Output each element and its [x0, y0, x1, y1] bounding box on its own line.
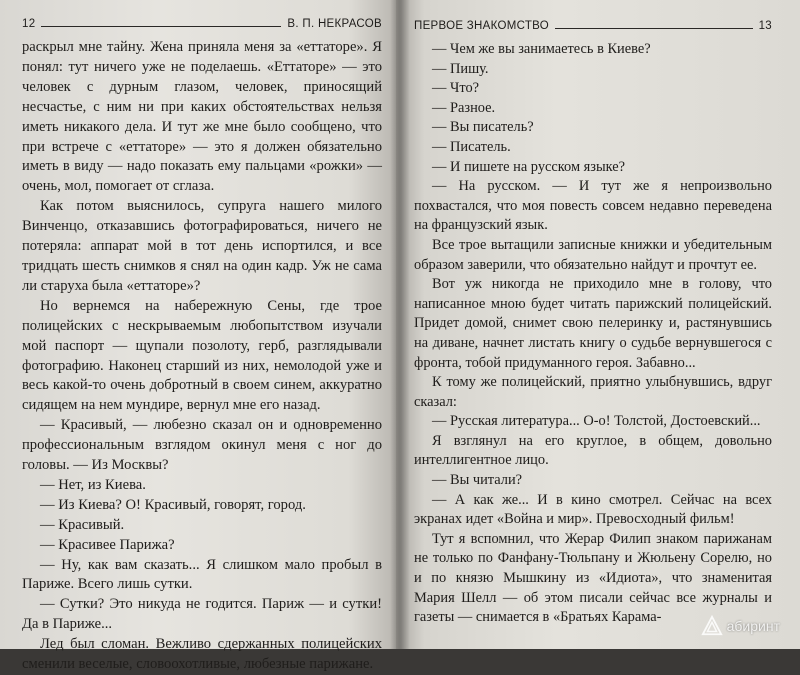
- paragraph: Вот уж никогда не приходило мне в голову, что написанное мною будет читать парижский полицейский. Придет домой, снимет свою пелеринку и, растянувшись на диване, начнет листать книгу о судьбе вернувшегося с фронта, тобой придуманного героя. Забавно...: [414, 276, 772, 371]
- paragraph: раскрыл мне тайну. Жена приняла меня за «еттаторе». Я понял: тут ничего уже не поделаешь. «Еттаторе» — это человек с дурным глазом, человек, приносящий несчастье, с ним ни при каких обстоятельствах нельзя иметь никакого дела. И тут же мне было сообщено, что при встрече с «еттаторе» — это я должен обязательно иметь в виду — надо показать ему пальцами «рожки» — очень, мол, помогает от сглаза.: [22, 39, 382, 195]
- paragraph: — Нет, из Киева.: [40, 476, 146, 493]
- paragraph: Я взглянул на его круглое, в общем, довольно интеллигентное лицо.: [414, 432, 772, 469]
- watermark: [701, 615, 780, 637]
- paragraph: Все трое вытащили записные книжки и убедительным образом заверили, что обязательно найдут и прочтут ее.: [414, 236, 772, 273]
- paragraph: — Вы писатель?: [432, 119, 534, 136]
- paragraph: — Чем же вы занимаетесь в Киеве?: [432, 41, 651, 57]
- paragraph: К тому же полицейский, приятно улыбнувшись, вдруг сказал:: [414, 374, 772, 410]
- paragraph: — Русская литература... О-о! Толстой, Достоевский...: [432, 413, 761, 430]
- right-page-number: 13: [758, 20, 772, 32]
- left-page-text: [22, 38, 382, 675]
- paragraph: — Ну, как вам сказать... Я слишком мало пробыл в Париже. Всего лишь сутки.: [22, 556, 382, 593]
- paragraph: — Разное.: [432, 99, 496, 116]
- paragraph: — И пишете на русском языке?: [432, 158, 626, 175]
- paragraph: — Красивый.: [40, 516, 125, 533]
- paragraph: — На русском. — И тут же я непроизвольно похвастался, что моя повесть совсем недавно переведена на французский язык.: [414, 178, 772, 234]
- paragraph: Но вернемся на набережную Сены, где трое полицейских с нескрываемым любопытством изучали мой паспорт — щупали позолоту, герб, разглядывали фотографию. Наконец старший из них, немолодой уже и весь какой-то очень добротный в своем синем, аккуратно сидящем на нем мундире, вернул мне его назад.: [22, 297, 382, 414]
- paragraph: — Сутки? Это никуда не годится. Париж — и сутки! Да в Париже...: [22, 596, 382, 633]
- paragraph: — Пишу.: [432, 60, 489, 77]
- right-page: [396, 0, 800, 649]
- left-page-header: [22, 14, 382, 30]
- paragraph: — Вы читали?: [432, 472, 523, 489]
- paragraph: Как потом выяснилось, супруга нашего милого Винченцо, отказавшись фотографироваться, ничего не потеряла: аппарат мой в тот день испортился, и все тридцать шесть снимков я снял на один кадр. Уж не сама ли старуха была «еттаторе»?: [22, 198, 382, 294]
- left-page-number: 12: [22, 18, 36, 30]
- right-page-text: [414, 40, 772, 628]
- header-rule: [41, 26, 281, 27]
- left-running-head: В. П. НЕКРАСОВ: [287, 18, 382, 30]
- paragraph: — Писатель.: [432, 138, 511, 155]
- paragraph: — Красивее Парижа?: [40, 536, 175, 553]
- paragraph: — Красивый, — любезно сказал он и одновременно профессиональным взглядом окинул меня с ног до головы. — Из Москвы?: [22, 417, 382, 474]
- paragraph: — А как же... И в кино смотрел. Сейчас на всех экранах идет «Война и мир». Превосходный фильм!: [414, 491, 772, 528]
- paragraph: Тут я вспомнил, что Жерар Филип знаком парижанам не только по Фанфану-Тюльпану и Жюльену Сорелю, но и по князю Мышкину из «Идиота», что знаменитая Мария Шелл — об этом писали сейчас все журналы и газеты — снимается в «Братьях Карама-: [414, 530, 772, 626]
- paragraph: — Из Киева? О! Красивый, говорят, город.: [40, 496, 306, 513]
- left-page: [0, 0, 396, 673]
- labirint-logo-icon: [701, 615, 723, 637]
- watermark-text: абиринт: [726, 618, 780, 634]
- paragraph: — Что?: [432, 80, 480, 97]
- header-rule: [555, 28, 753, 29]
- right-page-header: [414, 16, 772, 32]
- paragraph: Лед был сломан. Вежливо сдержанных полицейских сменили веселые, словоохотливые, любезные парижане.: [22, 636, 382, 673]
- right-running-head: ПЕРВОЕ ЗНАКОМСТВО: [414, 20, 550, 32]
